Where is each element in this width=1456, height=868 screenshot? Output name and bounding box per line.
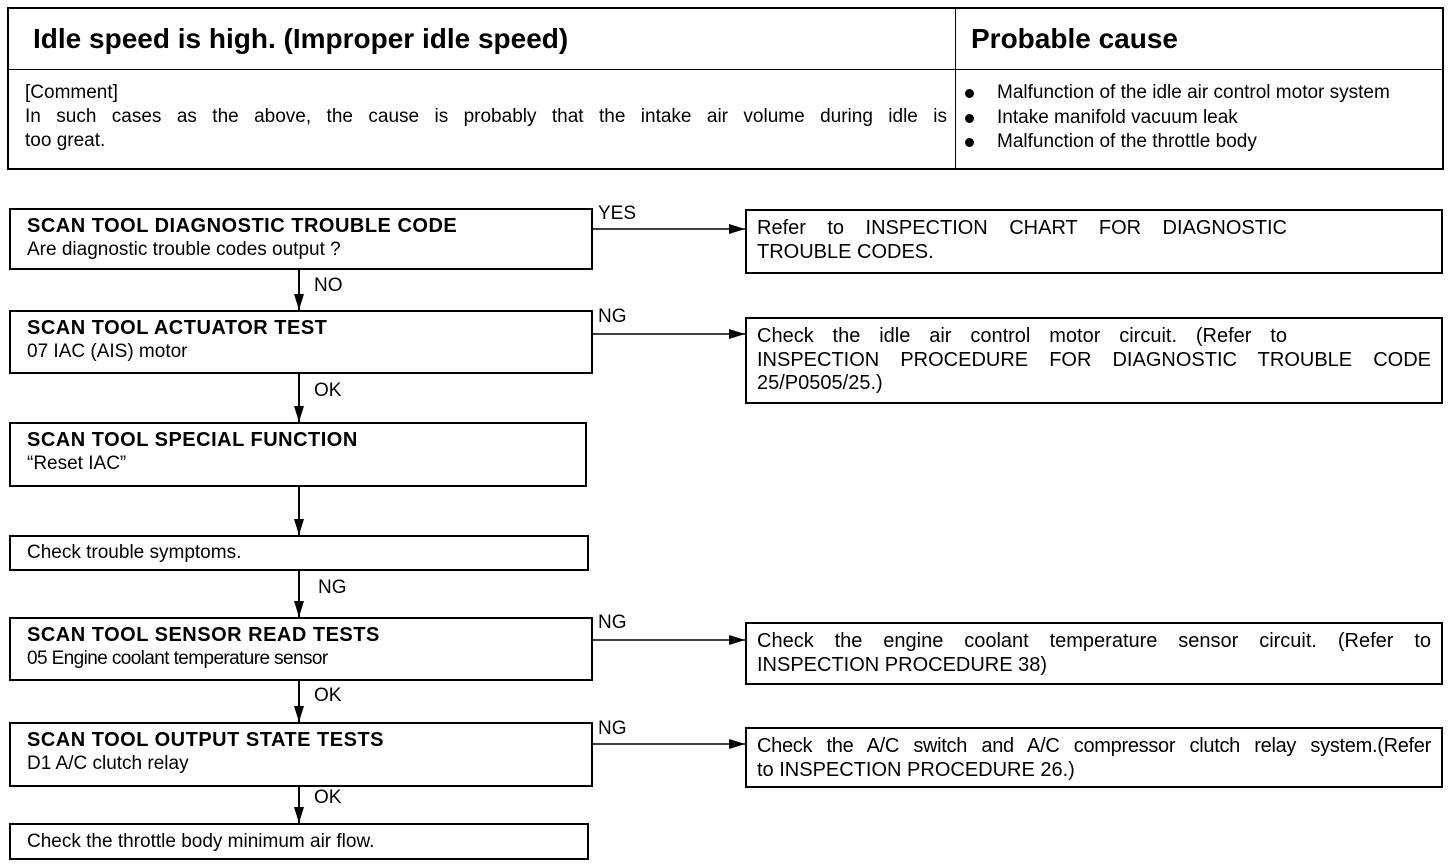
step-title: SCAN TOOL SENSOR READ TESTS (27, 624, 380, 646)
label-yes: YES (598, 203, 637, 224)
result-line: INSPECTION PROCEDURE FOR DIAGNOSTIC TROUBLE CODE (757, 348, 1431, 371)
step-text: Are diagnostic trouble codes output ? (27, 239, 341, 260)
comment-line: In such cases as the above, the cause is probably that the intake air volume during idle is (25, 106, 947, 127)
result-line: Check the A/C switch and A/C compressor clutch relay system.(Refer (757, 735, 1431, 757)
result-dtc-chart (745, 209, 1443, 274)
label-no: NO (314, 275, 343, 296)
step-check-symptoms (9, 535, 589, 571)
cause-item: Malfunction of the idle air control motor system (965, 81, 1390, 106)
label-ok: OK (314, 380, 342, 401)
step-title: SCAN TOOL ACTUATOR TEST (27, 317, 328, 339)
result-line: to INSPECTION PROCEDURE 26.) (757, 758, 1075, 781)
label-ng: NG (598, 718, 627, 739)
step-throttle-body (9, 823, 589, 860)
step-special-function (9, 422, 587, 487)
result-ect-sensor (745, 622, 1443, 685)
step-text: “Reset IAC” (27, 453, 127, 474)
step-dtc-check (9, 208, 593, 270)
result-iac-circuit (745, 317, 1443, 404)
comment-line: too great. (25, 130, 106, 151)
cause-item: Intake manifold vacuum leak (965, 106, 1390, 131)
label-ng: NG (598, 306, 627, 327)
result-line: Check the idle air control motor circuit. (Refer to (757, 325, 1287, 347)
result-line: 25/P0505/25.) (757, 372, 883, 394)
label-ng: NG (598, 612, 627, 633)
step-text: D1 A/C clutch relay (27, 753, 189, 774)
result-line: INSPECTION PROCEDURE 38) (757, 653, 1048, 676)
step-text: 05 Engine coolant temperature sensor (27, 648, 328, 669)
label-ok: OK (314, 685, 342, 706)
step-title: SCAN TOOL DIAGNOSTIC TROUBLE CODE (27, 215, 458, 237)
comment-line: [Comment] (25, 82, 118, 103)
result-ac-relay (745, 727, 1443, 788)
result-line: Refer to INSPECTION CHART FOR DIAGNOSTIC (757, 217, 1287, 239)
cause-item: Malfunction of the throttle body (965, 130, 1390, 155)
step-title: SCAN TOOL OUTPUT STATE TESTS (27, 729, 384, 751)
result-line: TROUBLE CODES. (757, 240, 934, 263)
step-text: Check the throttle body minimum air flow. (27, 831, 375, 852)
symptom-title: Idle speed is high. (Improper idle speed) (33, 23, 569, 54)
label-ok: OK (314, 787, 342, 808)
step-sensor-read (9, 617, 593, 681)
step-text: Check trouble symptoms. (27, 542, 242, 563)
result-line: Check the engine coolant temperature sensor circuit. (Refer to (757, 630, 1431, 652)
probable-cause-title: Probable cause (971, 23, 1178, 54)
step-output-state (9, 722, 593, 787)
step-title: SCAN TOOL SPECIAL FUNCTION (27, 429, 358, 451)
step-actuator-test (9, 310, 593, 374)
label-ng: NG (318, 577, 347, 598)
step-text: 07 IAC (AIS) motor (27, 341, 188, 362)
